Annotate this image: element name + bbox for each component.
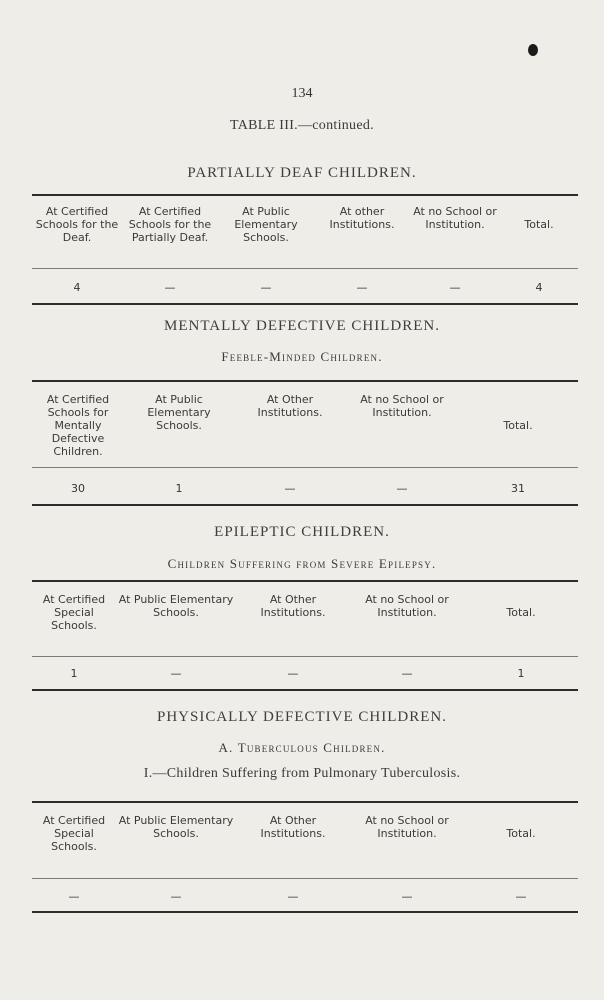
- physical-subheading: A. Tuberculous Children.: [218, 740, 386, 755]
- epileptic-cell: —: [170, 667, 182, 680]
- mental-bottom-rule: [32, 504, 578, 506]
- deaf-cell: —: [449, 281, 461, 294]
- epileptic-data-row: [32, 667, 578, 680]
- physical-col-header: At Public Elementary Schools.: [118, 814, 234, 840]
- physical-heading: PHYSICALLY DEFECTIVE CHILDREN.: [156, 709, 448, 725]
- deaf-col-header: At no School or Institution.: [413, 205, 497, 231]
- epileptic-cell: 1: [517, 667, 525, 680]
- physical-subheading-2: I.—Children Suffering from Pulmonary Tuberculosis.: [143, 766, 461, 781]
- deaf-mid-rule: [32, 268, 578, 269]
- deaf-col-header: At Certified Schools for the Partially Deaf.: [128, 205, 212, 244]
- physical-bottom-rule: [32, 911, 578, 913]
- mental-col-header: Total.: [503, 419, 533, 432]
- deaf-heading: PARTIALLY DEAF CHILDREN.: [187, 165, 417, 181]
- physical-mid-rule: [32, 878, 578, 879]
- deaf-data-row: [32, 281, 578, 294]
- epileptic-bottom-rule: [32, 689, 578, 691]
- physical-cell: —: [287, 890, 299, 903]
- physical-top-rule: [32, 801, 578, 803]
- physical-data-row: [32, 890, 578, 903]
- deaf-col-header: At Public Elementary Schools.: [234, 205, 298, 244]
- mental-cell: —: [284, 482, 296, 495]
- deaf-col-header: Total.: [524, 218, 554, 231]
- physical-col-header: At Other Institutions.: [260, 814, 326, 840]
- mental-col-header: At Certified Schools for Mentally Defective Children.: [46, 393, 110, 458]
- deaf-cell: —: [164, 281, 176, 294]
- epileptic-col-header: At no School or Institution.: [365, 593, 449, 619]
- mental-top-rule: [32, 380, 578, 382]
- physical-col-header: Total.: [506, 827, 536, 840]
- mental-col-header: At Public Elementary Schools.: [147, 393, 211, 432]
- mental-mid-rule: [32, 467, 578, 468]
- table-title: TABLE III.—continued.: [230, 118, 374, 133]
- mental-col-header: At Other Institutions.: [257, 393, 323, 419]
- mental-data-row: [32, 482, 578, 495]
- mental-cell: 31: [511, 482, 525, 495]
- mental-col-header: At no School or Institution.: [360, 393, 444, 419]
- physical-cell: —: [68, 890, 80, 903]
- ink-blot: [528, 44, 538, 56]
- mental-subheading: Feeble-Minded Children.: [221, 349, 383, 364]
- epileptic-header-row: [32, 593, 578, 632]
- deaf-col-header: At other Institutions.: [329, 205, 395, 231]
- deaf-bottom-rule: [32, 303, 578, 305]
- deaf-cell: —: [260, 281, 272, 294]
- physical-header-row: [32, 814, 578, 853]
- epileptic-cell: —: [401, 667, 413, 680]
- deaf-header-row: [32, 205, 578, 244]
- epileptic-mid-rule: [32, 656, 578, 657]
- physical-cell: —: [515, 890, 527, 903]
- mental-cell: —: [396, 482, 408, 495]
- epileptic-col-header: At Other Institutions.: [260, 593, 326, 619]
- mental-header-row: [32, 393, 578, 458]
- physical-cell: —: [401, 890, 413, 903]
- epileptic-cell: 1: [70, 667, 78, 680]
- mental-cell: 1: [175, 482, 183, 495]
- epileptic-subheading: Children Suffering from Severe Epilepsy.: [167, 556, 437, 571]
- physical-cell: —: [170, 890, 182, 903]
- epileptic-top-rule: [32, 580, 578, 582]
- mental-cell: 30: [71, 482, 85, 495]
- deaf-col-header: At Certified Schools for the Deaf.: [35, 205, 119, 244]
- epileptic-cell: —: [287, 667, 299, 680]
- epileptic-heading: EPILEPTIC CHILDREN.: [214, 524, 390, 540]
- deaf-cell: 4: [73, 281, 81, 294]
- deaf-cell: —: [356, 281, 368, 294]
- physical-col-header: At Certified Special Schools.: [42, 814, 106, 853]
- deaf-top-rule: [32, 194, 578, 196]
- epileptic-col-header: At Public Elementary Schools.: [118, 593, 234, 619]
- epileptic-col-header: At Certified Special Schools.: [42, 593, 106, 632]
- mental-heading: MENTALLY DEFECTIVE CHILDREN.: [164, 318, 440, 334]
- page-number: 134: [291, 86, 313, 101]
- epileptic-col-header: Total.: [506, 606, 536, 619]
- deaf-cell: 4: [535, 281, 543, 294]
- physical-col-header: At no School or Institution.: [365, 814, 449, 840]
